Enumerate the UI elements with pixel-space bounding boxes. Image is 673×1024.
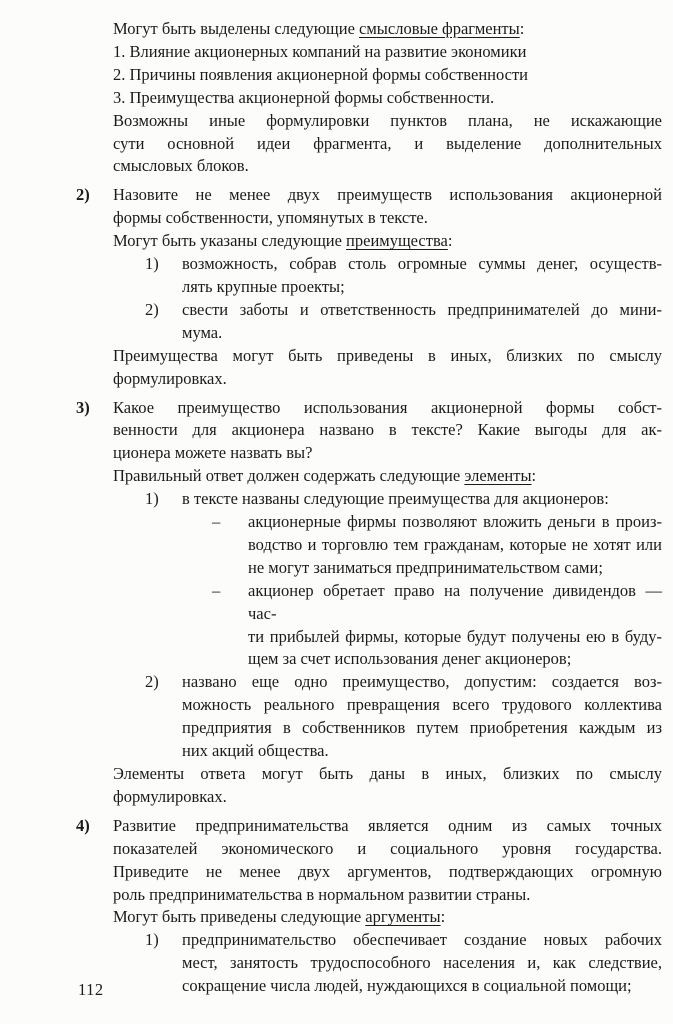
line-text — [182, 740, 662, 763]
text-line — [0, 815, 673, 838]
text-line — [0, 419, 673, 442]
text-line — [0, 397, 673, 420]
text-segment: 2. Причины появления акционерной формы собственности — [113, 64, 529, 84]
text-line — [0, 276, 673, 299]
text-line — [0, 345, 673, 368]
text-line — [0, 929, 673, 952]
text-line — [0, 41, 673, 64]
text-segment: 1. Влияние акционерных компаний на развитие экономики — [113, 41, 527, 61]
text-segment: названо еще одно преимущество, допустим: создается воз- — [182, 672, 662, 692]
text-segment: показателей экономического и социального уровня государства. — [113, 838, 662, 858]
line-text — [113, 155, 662, 178]
text-line — [0, 511, 673, 534]
text-line — [0, 488, 673, 511]
text-line — [0, 557, 673, 580]
text-line — [0, 155, 673, 178]
line-text — [113, 419, 662, 442]
text-segment: мума. — [182, 322, 223, 342]
list-marker: – — [212, 512, 221, 532]
text-segment: водство и торговлю тем гражданам, которые не хотят или — [248, 534, 662, 554]
text-segment: 3. Преимущества акционерной формы собственности. — [113, 87, 495, 107]
question-4 — [0, 815, 673, 998]
line-text — [113, 368, 662, 391]
text-line — [0, 299, 673, 322]
text-line — [0, 838, 673, 861]
underlined-term: элементы — [464, 466, 532, 486]
line-text — [182, 322, 662, 345]
text-segment: формулировках. — [113, 368, 227, 388]
underlined-term: преимущества — [346, 231, 448, 251]
text-line — [0, 64, 673, 87]
list-marker: 2) — [76, 185, 90, 205]
text-line — [0, 740, 673, 763]
text-segment: предпринимательство обеспечивает создание новых рабочих — [182, 930, 662, 950]
line-text — [113, 184, 662, 207]
text-line — [0, 580, 673, 626]
line-text — [182, 952, 662, 975]
line-text — [248, 557, 662, 580]
text-line — [0, 207, 673, 230]
text-segment: смысловых блоков. — [113, 156, 249, 176]
text-segment: : — [440, 907, 446, 927]
line-text — [113, 41, 662, 64]
text-line — [0, 861, 673, 884]
list-marker: 1) — [145, 930, 159, 950]
text-segment: Могут быть приведены следующие — [113, 907, 366, 927]
list-marker: 3) — [76, 397, 90, 417]
text-segment: Элементы ответа могут быть даны в иных, близких по смыслу — [113, 764, 662, 783]
line-text — [113, 906, 662, 929]
line-text — [248, 511, 662, 534]
text-segment: Преимущества могут быть приведены в иных, близких по смыслу — [113, 345, 662, 365]
line-text — [182, 975, 662, 998]
underlined-term: смысловые фрагменты — [359, 19, 520, 38]
text-segment: Назовите не менее двух преимуществ использования акционерной — [113, 185, 662, 205]
question-2 — [0, 184, 673, 390]
line-text — [113, 763, 662, 786]
page-number: 112 — [78, 980, 104, 999]
text-segment: предприятия в собственников путем приобретения каждым из — [182, 718, 662, 738]
text-line — [0, 884, 673, 907]
text-segment: Развитие предпринимательства является одним из самых точных — [113, 815, 662, 835]
text-line — [0, 253, 673, 276]
text-line — [0, 87, 673, 110]
line-text — [182, 717, 662, 740]
text-line — [0, 465, 673, 488]
text-line — [0, 110, 673, 133]
line-text — [248, 534, 662, 557]
line-text — [182, 694, 662, 717]
line-text — [113, 345, 662, 368]
line-text — [113, 815, 662, 838]
text-segment: роль предпринимательства в нормальном развитии страны. — [113, 884, 531, 904]
text-segment: в тексте названы следующие преимущества для акционеров: — [182, 489, 609, 509]
text-line — [0, 18, 673, 41]
line-text — [113, 133, 662, 156]
line-text — [113, 465, 662, 488]
list-marker: 2) — [145, 672, 159, 692]
text-segment: можность реального превращения всего трудового коллектива — [182, 695, 662, 715]
text-line — [0, 671, 673, 694]
list-marker: 1) — [145, 489, 159, 509]
text-line — [0, 368, 673, 391]
line-text — [113, 861, 662, 884]
question-3 — [0, 397, 673, 809]
line-text — [113, 397, 662, 420]
text-segment: свести заботы и ответственность предпринимателей до мини- — [182, 299, 662, 319]
text-line — [0, 717, 673, 740]
text-segment: Какое преимущество использования акционерной формы собст- — [113, 397, 662, 417]
text-segment: Могут быть выделены следующие — [113, 19, 360, 38]
text-segment: ти прибылей фирмы, которые будут получены ею в буду- — [248, 626, 662, 646]
list-marker: 4) — [76, 815, 90, 835]
line-text — [113, 230, 662, 253]
line-text — [113, 442, 662, 465]
list-marker: – — [212, 580, 221, 600]
text-segment: возможность, собрав столь огромные суммы денег, осуществ- — [182, 254, 662, 274]
text-line — [0, 694, 673, 717]
text-segment: акционерные фирмы позволяют вложить деньги в произ- — [248, 512, 662, 532]
line-text — [113, 207, 662, 230]
line-text — [113, 64, 662, 87]
text-segment: них акций общества. — [182, 741, 329, 761]
line-text — [182, 929, 662, 952]
text-segment: не могут заниматься предпринимательством сами; — [248, 557, 603, 577]
line-text — [113, 786, 662, 809]
question-1-answer — [0, 18, 673, 178]
line-text — [182, 671, 662, 694]
line-text — [113, 884, 662, 907]
line-text — [113, 18, 662, 41]
text-segment: лять крупные проекты; — [182, 276, 345, 296]
text-segment: : — [519, 19, 525, 38]
underlined-term: аргументы — [365, 907, 441, 927]
list-marker: 2) — [145, 299, 159, 319]
text-segment: сути основной идеи фрагмента, и выделение дополнительных — [113, 133, 662, 153]
line-text — [113, 838, 662, 861]
line-text — [182, 488, 662, 511]
text-line — [0, 534, 673, 557]
line-text — [113, 110, 662, 133]
text-segment: Возможны иные формулировки пунктов плана, не искажающие — [113, 110, 662, 130]
text-segment: ционера можете назвать вы? — [113, 443, 313, 463]
text-segment: сокращение числа людей, нуждающихся в социальной помощи; — [182, 976, 632, 996]
text-line — [0, 626, 673, 649]
line-text — [248, 626, 662, 649]
text-segment: щем за счет использования денег акционеров; — [248, 649, 572, 669]
text-line — [0, 786, 673, 809]
text-line — [0, 133, 673, 156]
line-text — [182, 276, 662, 299]
line-text — [182, 299, 662, 322]
text-segment: мест, занятость трудоспособного населения и, как следствие, — [182, 953, 662, 973]
line-text — [248, 648, 662, 671]
text-segment: формулировках. — [113, 786, 227, 806]
text-line — [0, 230, 673, 253]
text-line — [0, 952, 673, 975]
text-segment: венности для акционера названо в тексте? Какие выгоды для ак- — [113, 420, 662, 440]
text-line — [0, 763, 673, 786]
text-segment: акционер обретает право на получение дивидендов — час- — [248, 580, 662, 623]
line-text — [182, 253, 662, 276]
text-segment: формы собственности, упомянутых в тексте. — [113, 208, 428, 228]
text-segment: Могут быть указаны следующие — [113, 231, 347, 251]
text-line — [0, 322, 673, 345]
line-text — [113, 87, 662, 110]
text-segment: Приведите не менее двух аргументов, подтверждающих огромную — [113, 861, 662, 881]
text-line — [0, 648, 673, 671]
text-line — [0, 442, 673, 465]
list-marker: 1) — [145, 254, 159, 274]
text-segment: Правильный ответ должен содержать следующие — [113, 466, 465, 486]
text-line — [0, 906, 673, 929]
text-line — [0, 184, 673, 207]
text-segment: : — [531, 466, 537, 486]
text-segment: : — [447, 231, 453, 251]
line-text — [248, 580, 662, 626]
